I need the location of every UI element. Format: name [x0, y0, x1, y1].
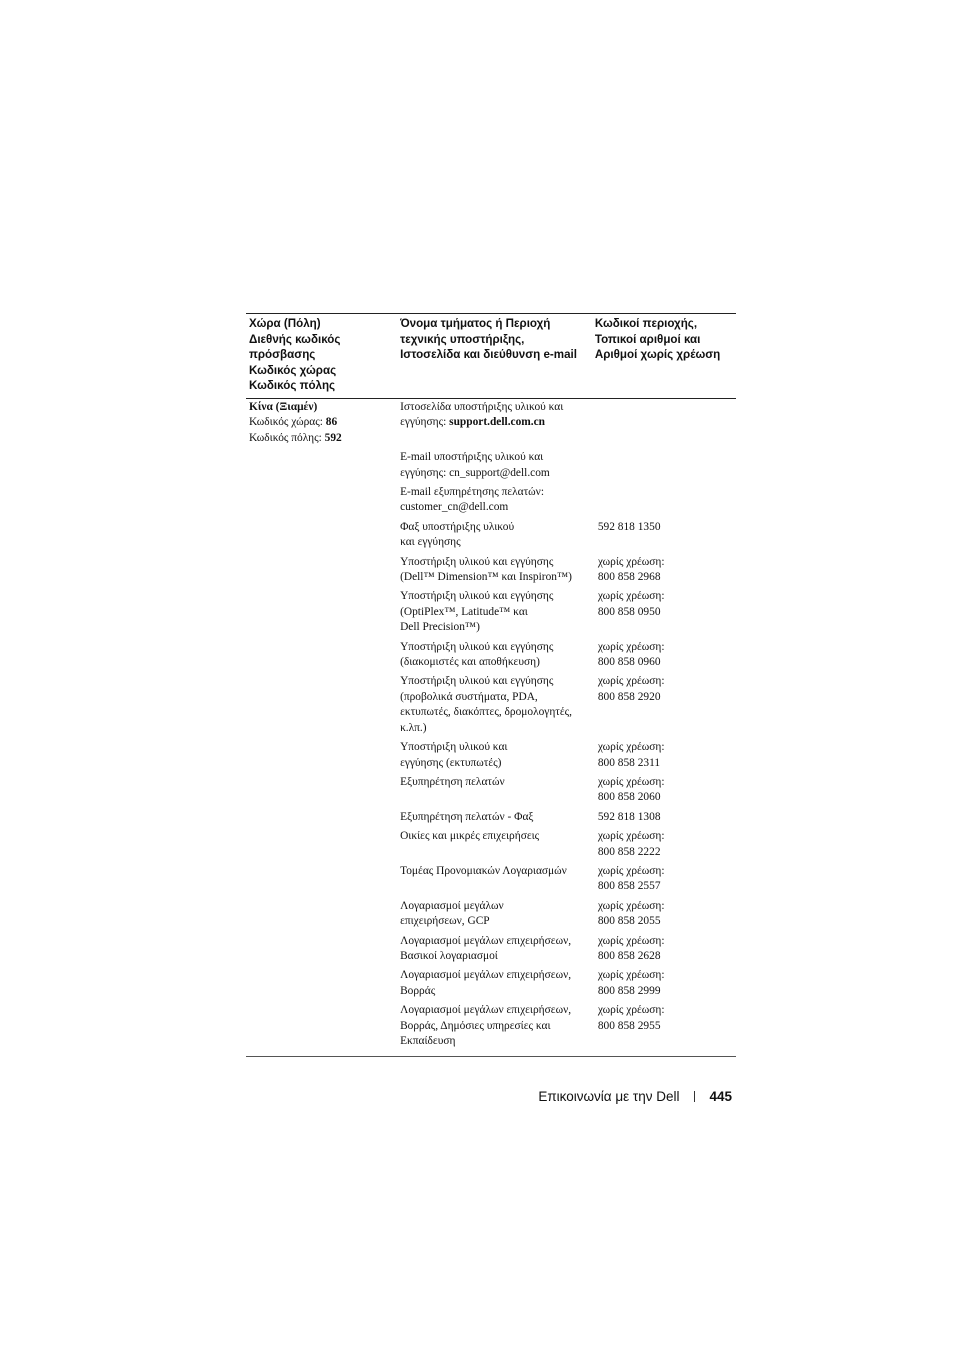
- number-line: χωρίς χρέωση:: [597, 864, 665, 877]
- country-code-label: Κωδικός χώρας:: [249, 416, 326, 429]
- number-line: χωρίς χρέωση:: [597, 640, 665, 653]
- service-line: επιχειρήσεων, GCP: [400, 915, 490, 928]
- table-row: [246, 829, 736, 860]
- service-line: Τομέας Προνομιακών Λογαριασμών: [400, 864, 567, 877]
- number-line: 800 858 2999: [597, 984, 661, 997]
- number-cell: [595, 829, 736, 860]
- service-line: Βορράς: [400, 984, 436, 997]
- city-code: 592: [324, 431, 342, 444]
- service-line: E-mail υποστήριξης υλικού και: [400, 451, 544, 464]
- country-cell: [246, 740, 400, 771]
- number-cell: [595, 400, 736, 446]
- number-cell: [595, 450, 736, 481]
- service-line: E-mail εξυπηρέτησης πελατών:: [400, 486, 544, 498]
- table-row: [246, 485, 736, 516]
- number-cell: [595, 864, 736, 895]
- service-line: (OptiPlex™, Latitude™ και: [400, 605, 528, 618]
- service-line: και εγγύησης: [400, 536, 461, 549]
- number-line: χωρίς χρέωση:: [597, 775, 665, 788]
- service-line: Βορράς, Δημόσιες υπηρεσίες και: [400, 1019, 551, 1032]
- number-line: χωρίς χρέωση:: [597, 590, 665, 603]
- service-line: Λογαριασμοί μεγάλων επιχειρήσεων,: [400, 969, 572, 982]
- number-line: 800 858 2060: [597, 791, 661, 804]
- number-line: 800 858 2222: [597, 845, 661, 858]
- service-line: Υποστήριξη υλικού και: [400, 741, 508, 754]
- number-cell: [595, 1003, 736, 1049]
- service-line: εκτυπωτές, διακόπτες, δρομολογητές,: [400, 706, 572, 719]
- header-service: [400, 316, 595, 394]
- service-line: Λογαριασμοί μεγάλων: [400, 899, 504, 912]
- country-cell: [246, 450, 400, 481]
- service-cell: [400, 968, 595, 999]
- service-line: Εκπαίδευση: [400, 1035, 456, 1047]
- number-cell: [595, 674, 736, 736]
- table-header: [246, 314, 736, 399]
- country-code-line: [249, 415, 400, 430]
- country-cell: [246, 674, 400, 736]
- service-cell: [400, 740, 595, 771]
- number-cell: [595, 775, 736, 806]
- number-cell: [595, 934, 736, 965]
- service-cell: [400, 485, 595, 516]
- service-line: Υποστήριξη υλικού και εγγύησης: [400, 590, 554, 603]
- number-line: χωρίς χρέωση:: [597, 675, 665, 688]
- service-line: Dell Precision™): [400, 621, 480, 634]
- header-line: τεχνικής υποστήριξης,: [400, 332, 525, 346]
- number-line: 592 818 1350: [597, 520, 661, 533]
- service-line: (διακομιστές και αποθήκευση): [400, 656, 540, 669]
- service-line: Λογαριασμοί μεγάλων επιχειρήσεων,: [400, 1004, 572, 1017]
- number-line: χωρίς χρέωση:: [597, 555, 665, 568]
- country-cell: [246, 829, 400, 860]
- table-row: [246, 589, 736, 635]
- service-line: customer_cn@dell.com: [400, 501, 509, 514]
- service-cell: [400, 810, 595, 825]
- header-line: Διεθνής κωδικός: [249, 332, 341, 346]
- service-line: Υποστήριξη υλικού και εγγύησης: [400, 640, 554, 653]
- table-row: [246, 899, 736, 930]
- table-row: [246, 400, 736, 446]
- service-line: εγγύησης: support.dell.com.cn: [400, 416, 546, 429]
- table-row: [246, 555, 736, 586]
- number-line: 592 818 1308: [597, 810, 661, 823]
- country-cell: [246, 899, 400, 930]
- country-cell: [246, 640, 400, 671]
- country-cell: [246, 400, 400, 446]
- header-line: Κωδικοί περιοχής,: [594, 317, 698, 330]
- country-cell: [246, 589, 400, 635]
- country-cell: [246, 775, 400, 806]
- service-line: (προβολικά συστήματα, PDA,: [400, 690, 538, 703]
- service-line: Ιστοσελίδα υποστήριξης υλικού και: [400, 400, 564, 413]
- service-line: εγγύησης (εκτυπωτές): [400, 756, 502, 769]
- number-cell: [595, 520, 736, 551]
- number-line: χωρίς χρέωση:: [597, 830, 665, 843]
- service-cell: [400, 899, 595, 930]
- page-number: 445: [709, 1089, 732, 1104]
- service-url: support.dell.com.cn: [449, 416, 546, 429]
- contact-table: [246, 313, 736, 1057]
- service-cell: [400, 674, 595, 736]
- table-row: [246, 450, 736, 481]
- page-footer: [538, 1089, 732, 1104]
- table-row: [246, 934, 736, 965]
- service-line: Βασικοί λογαριασμοί: [400, 949, 498, 962]
- number-line: 800 858 2628: [597, 949, 661, 962]
- country-cell: [246, 1003, 400, 1049]
- service-cell: [400, 450, 595, 481]
- country-name: Κίνα (Ξιαμέν): [249, 400, 318, 413]
- service-line: Εξυπηρέτηση πελατών - Φαξ: [400, 810, 534, 823]
- table-row: [246, 1003, 736, 1049]
- header-line: Αριθμοί χωρίς χρέωση: [594, 348, 721, 362]
- table-row: [246, 674, 736, 736]
- table-body: [246, 399, 736, 1057]
- number-cell: [595, 555, 736, 586]
- table-row: [246, 740, 736, 771]
- table-row: [246, 640, 736, 671]
- header-line: Ιστοσελίδα και διεύθυνση e-mail: [400, 348, 577, 362]
- number-line: 800 858 0960: [597, 656, 661, 669]
- header-line: Κωδικός χώρας: [249, 363, 337, 377]
- country-code: 86: [325, 416, 338, 429]
- service-cell: [400, 864, 595, 895]
- number-cell: [595, 589, 736, 635]
- header-numbers: [595, 316, 736, 394]
- number-line: 800 858 0950: [597, 605, 661, 618]
- service-cell: [400, 829, 595, 860]
- service-line: εγγύησης: cn_support@dell.com: [400, 466, 550, 479]
- table-row: [246, 810, 736, 825]
- number-cell: [595, 810, 736, 825]
- header-line: Χώρα (Πόλη): [249, 317, 321, 330]
- country-cell: [246, 864, 400, 895]
- number-line: χωρίς χρέωση:: [597, 934, 665, 947]
- service-cell: [400, 589, 595, 635]
- header-line: Κωδικός πόλης: [249, 379, 336, 393]
- service-line: Φαξ υποστήριξης υλικού: [400, 520, 515, 533]
- service-line: Εξυπηρέτηση πελατών: [400, 775, 505, 788]
- number-line: 800 858 2955: [597, 1019, 661, 1032]
- service-line: (Dell™ Dimension™ και Inspiron™): [400, 571, 572, 584]
- country-cell: [246, 485, 400, 516]
- number-line: 800 858 2968: [597, 571, 661, 584]
- number-line: χωρίς χρέωση:: [597, 899, 665, 912]
- header-country: [246, 316, 400, 394]
- service-line: Υποστήριξη υλικού και εγγύησης: [400, 675, 554, 688]
- service-cell: [400, 775, 595, 806]
- table-row: [246, 968, 736, 999]
- service-cell: [400, 555, 595, 586]
- service-line: Λογαριασμοί μεγάλων επιχειρήσεων,: [400, 934, 572, 947]
- number-line: 800 858 2055: [597, 915, 661, 928]
- header-line: Όνομα τμήματος ή Περιοχή: [400, 317, 551, 330]
- service-line: Υποστήριξη υλικού και εγγύησης: [400, 555, 554, 568]
- country-cell: [246, 810, 400, 825]
- table-row: [246, 520, 736, 551]
- number-cell: [595, 740, 736, 771]
- number-line: χωρίς χρέωση:: [597, 1004, 665, 1017]
- city-code-label: Κωδικός πόλης:: [249, 431, 325, 444]
- country-cell: [246, 968, 400, 999]
- number-line: χωρίς χρέωση:: [597, 969, 665, 982]
- country-cell: [246, 555, 400, 586]
- service-cell: [400, 640, 595, 671]
- footer-separator: [694, 1091, 695, 1102]
- country-cell: [246, 520, 400, 551]
- table-row: [246, 864, 736, 895]
- country-cell: [246, 934, 400, 965]
- service-line: κ.λπ.): [400, 721, 427, 734]
- footer-section-title: Επικοινωνία με την Dell: [538, 1089, 680, 1104]
- service-cell: [400, 934, 595, 965]
- number-line: 800 858 2311: [597, 756, 661, 769]
- number-cell: [595, 899, 736, 930]
- service-cell: [400, 400, 595, 446]
- header-line: Τοπικοί αριθμοί και: [594, 332, 701, 346]
- number-cell: [595, 485, 736, 516]
- table-row: [246, 775, 736, 806]
- service-cell: [400, 1003, 595, 1049]
- number-cell: [595, 640, 736, 671]
- service-line: Οικίες και μικρές επιχειρήσεις: [400, 830, 540, 843]
- number-cell: [595, 968, 736, 999]
- number-line: 800 858 2920: [597, 690, 661, 703]
- city-code-line: [249, 431, 400, 446]
- header-line: πρόσβασης: [249, 348, 316, 362]
- number-line: χωρίς χρέωση:: [597, 741, 665, 754]
- number-line: 800 858 2557: [597, 880, 661, 893]
- service-cell: [400, 520, 595, 551]
